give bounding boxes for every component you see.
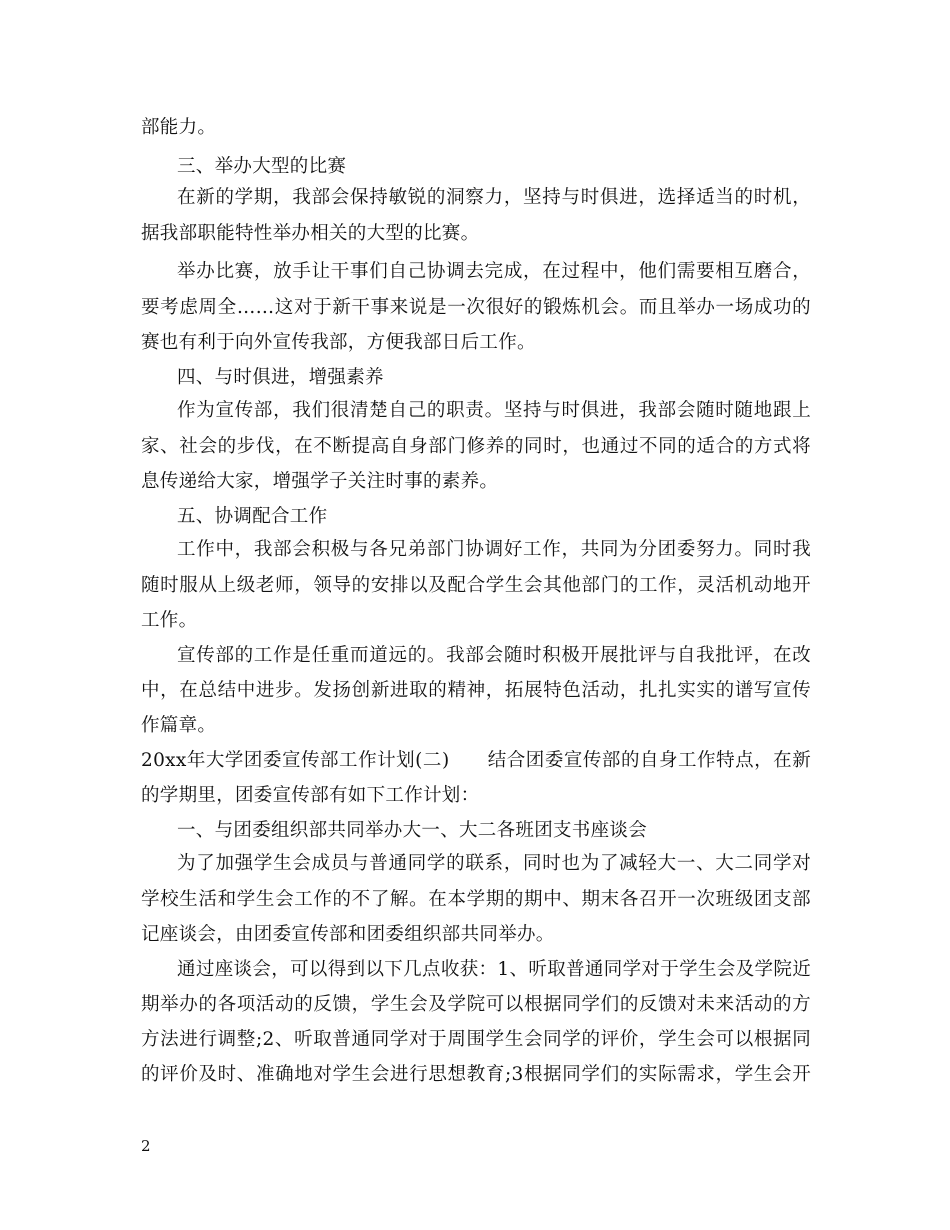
text-line: 在新的学期，我部会保持敏锐的洞察力，坚持与时俱进，选择适当的时机， <box>177 187 811 208</box>
text-line: 据我部职能特性举办相关的大型的比赛。 <box>141 223 480 244</box>
section-heading: 三、举办大型的比赛 <box>177 156 347 177</box>
text-line: 记座谈会，由团委宣传部和团委组织部共同举办。 <box>141 924 555 945</box>
text-line: 宣传部的工作是任重而道远的。我部会随时积极开展批评与自我批评，在改 <box>177 645 811 666</box>
text-line: 通过座谈会，可以得到以下几点收获：1、听取普通同学对于学生会及学院近 <box>177 959 811 980</box>
text-line: 学校生活和学生会工作的不了解。在本学期的期中、期末各召开一次班级团支部 <box>141 889 811 910</box>
text-line: 息传递给大家，增强学子关注时事的素养。 <box>141 471 499 492</box>
text-line: 中，在总结中进步。发扬创新进取的精神，拓展特色活动，扎扎实实的谱写宣传 <box>141 680 811 701</box>
text-line: 赛也有利于向外宣传我部，方便我部日后工作。 <box>141 332 536 353</box>
text-line: 举办比赛，放手让干事们自己协调去完成，在过程中，他们需要相互磨合， <box>177 261 811 282</box>
text-line: 作为宣传部，我们很清楚自己的职责。坚持与时俱进，我部会随时随地跟上 <box>177 400 811 421</box>
text-line: 作篇章。 <box>141 715 217 736</box>
text-line: 为了加强学生会成员与普通同学的联系，同时也为了减轻大一、大二同学对 <box>177 853 811 874</box>
text-line: 期举办的各项活动的反馈，学生会及学院可以根据同学们的反馈对未来活动的方 <box>141 994 811 1015</box>
page-number: 2 <box>141 1137 151 1155</box>
text-line: 的评价及时、准确地对学生会进行思想教育;3根据同学们的实际需求，学生会开 <box>141 1064 811 1085</box>
section-heading: 一、与团委组织部共同举办大一、大二各班团支书座谈会 <box>177 820 648 841</box>
section-heading: 五、协调配合工作 <box>177 506 328 527</box>
text-line: 部能力。 <box>141 117 217 138</box>
section-heading: 四、与时俱进，增强素养 <box>177 367 384 388</box>
text-line: 方法进行调整;2、听取普通同学对于周围学生会同学的评价，学生会可以根据同 <box>141 1029 811 1050</box>
text-line: 随时服从上级老师，领导的安排以及配合学生会其他部门的工作，灵活机动地开 <box>141 575 811 596</box>
text-line: 工作中，我部会积极与各兄弟部门协调好工作，共同为分团委努力。同时我 <box>177 539 811 560</box>
text-line: 的学期里，团委宣传部有如下工作计划： <box>141 785 480 806</box>
text-line: 要考虑周全……这对于新干事来说是一次很好的锻炼机会。而且举办一场成功的 <box>141 297 811 318</box>
text-line: 工作。 <box>141 610 198 631</box>
document-subtitle-line: 20xx年大学团委宣传部工作计划(二) 结合团委宣传部的自身工作特点，在新 <box>141 750 811 771</box>
text-line: 家、社会的步伐，在不断提高自身部门修养的同时，也通过不同的适合的方式将 <box>141 436 811 457</box>
